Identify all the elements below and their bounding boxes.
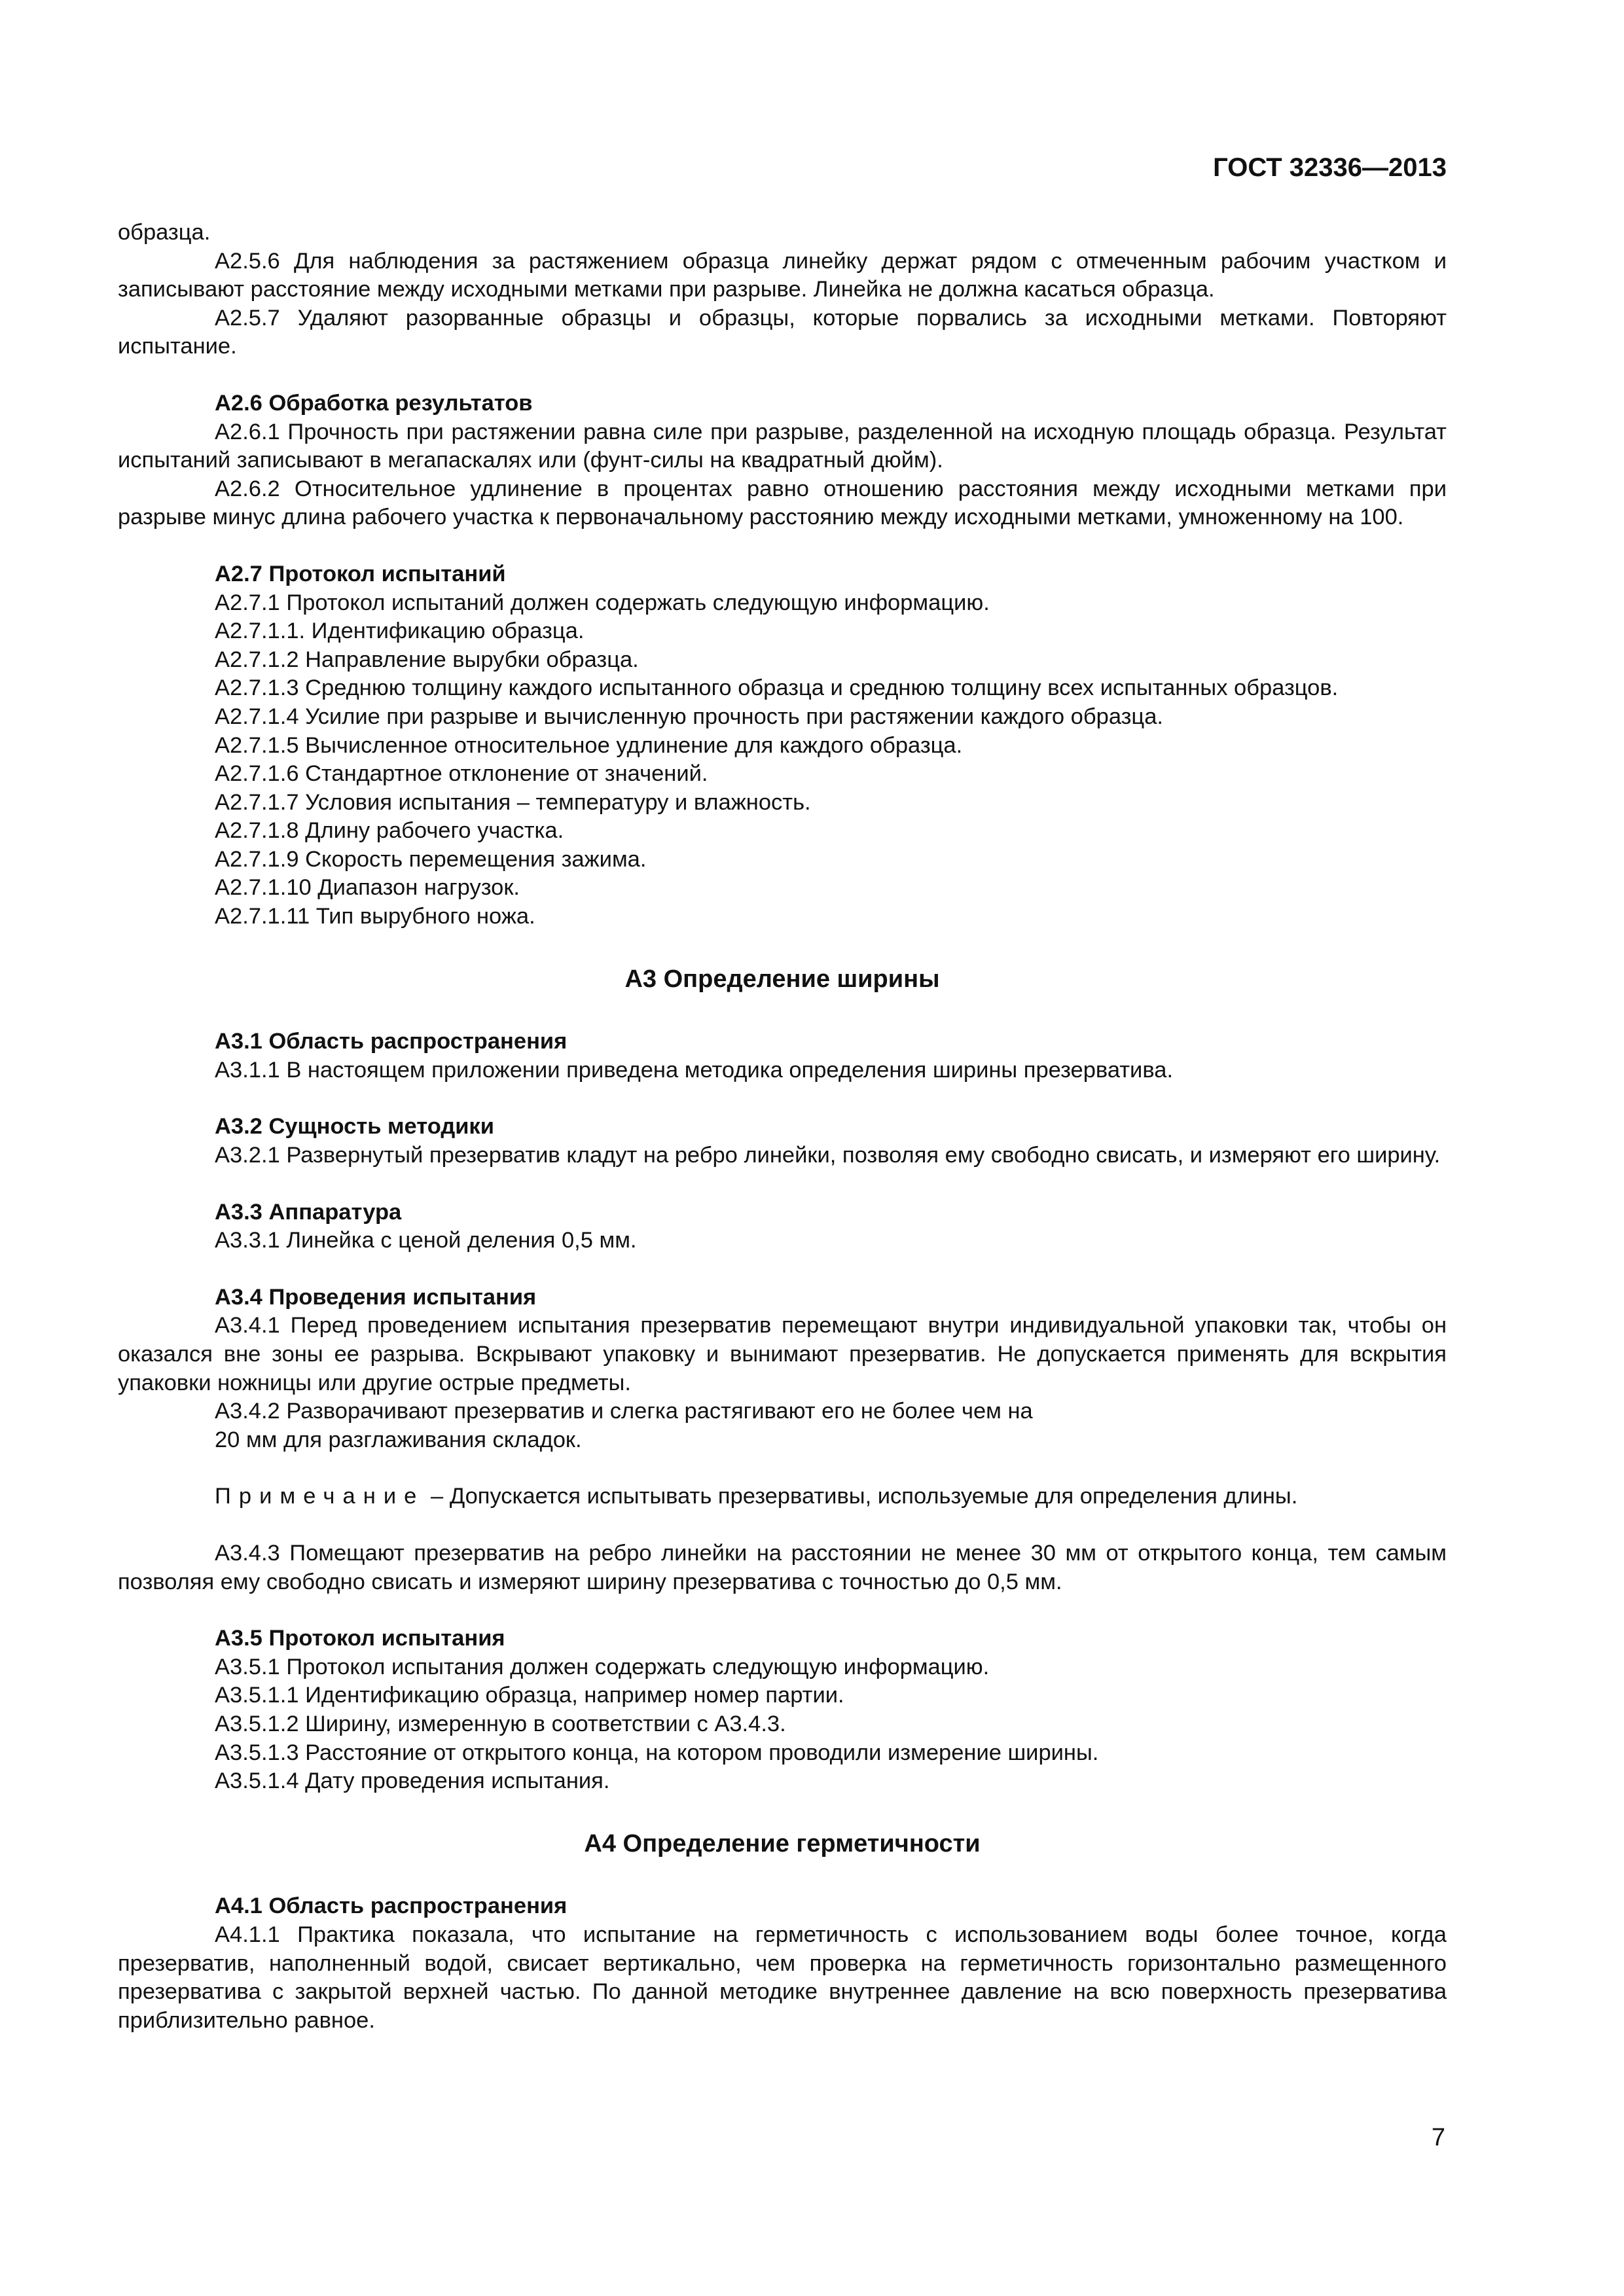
note [118, 1482, 1447, 1511]
paragraph: А2.6.1 Прочность при растяжении равна силе при разрыве, разделенной на исходную площадь образца. Результат испытаний записывают в мегапаскалях или (фунт-силы на квадратный дюйм). [118, 419, 1447, 473]
list-item: А3.5.1.1 Идентификацию образца, например номер партии. [215, 1683, 844, 1708]
section-heading: А4.1 Область распространения [215, 1893, 568, 1919]
section-heading: А3.3 Аппаратура [215, 1199, 402, 1225]
paragraph: А2.7.1 Протокол испытаний должен содержать следующую информацию. [215, 590, 990, 615]
note-label: Примечание [215, 1484, 425, 1509]
list-item: А2.7.1.6 Стандартное отклонение от значений. [215, 761, 708, 787]
paragraph: А2.5.6 Для наблюдения за растяжением образца линейку держат рядом с отмеченным рабочим участком и записывают расстояние между исходными метками при разрыве. Линейка не должна касаться образца. [118, 248, 1447, 302]
section-heading: А2.7 Протокол испытаний [215, 561, 506, 586]
list-item: А2.7.1.11 Тип вырубного ножа. [215, 904, 535, 929]
list-item: А2.7.1.7 Условия испытания – температуру и влажность. [215, 789, 811, 815]
list-item: А3.5.1.3 Расстояние от открытого конца, на котором проводили измерение ширины. [215, 1740, 1099, 1765]
paragraph: А3.4.2 Разворачивают презерватив и слегка растягивают его не более чем на [215, 1399, 1033, 1424]
paragraph: А3.1.1 В настоящем приложении приведена методика определения ширины презерватива. [215, 1057, 1174, 1083]
list-item: А2.7.1.10 Диапазон нагрузок. [215, 875, 520, 901]
chapter-heading: А3 Определение ширины [624, 965, 940, 993]
list-item: А2.7.1.8 Длину рабочего участка. [215, 818, 564, 844]
paragraph: А3.5.1 Протокол испытания должен содержать следующую информацию. [215, 1654, 990, 1679]
paragraph: А4.1.1 Практика показала, что испытание на герметичность с использованием воды более точное, когда презерватив, наполненный водой, свисает вертикально, чем проверка на герметичность горизонтально размещенного презерватива с закрытой верхней частью. По данной методике внутреннее давление на всю поверхность презерватива приблизительно равное. [118, 1922, 1447, 2033]
list-item: А2.7.1.2 Направление вырубки образца. [215, 647, 639, 672]
list-item: А2.7.1.5 Вычисленное относительное удлинение для каждого образца. [215, 732, 963, 758]
paragraph: образца. [118, 220, 211, 245]
paragraph: А3.3.1 Линейка с ценой деления 0,5 мм. [215, 1228, 637, 1253]
document-body [118, 219, 1447, 2035]
section-heading: А3.1 Область распространения [215, 1029, 568, 1054]
list-item: А2.7.1.9 Скорость перемещения зажима. [215, 846, 647, 872]
chapter-heading: А4 Определение герметичности [584, 1829, 981, 1857]
paragraph: А2.6.2 Относительное удлинение в процентах равно отношению расстояния между исходными метками при разрыве минус длина рабочего участка к первоначальному расстоянию между исходными метками, умноженному на 100. [118, 476, 1447, 530]
paragraph: 20 мм для разглаживания складок. [215, 1427, 582, 1452]
list-item: А2.7.1.4 Усилие при разрыве и вычисленную прочность при растяжении каждого образца. [215, 704, 1163, 729]
paragraph: А3.2.1 Развернутый презерватив кладут на ребро линейки, позволяя ему свободно свисать, и измеряют его ширину. [215, 1143, 1441, 1168]
page-number: 7 [1431, 2124, 1445, 2151]
section-heading: А3.4 Проведения испытания [215, 1284, 537, 1310]
section-heading: А3.5 Протокол испытания [215, 1626, 505, 1651]
list-item: А2.7.1.3 Среднюю толщину каждого испытанного образца и среднюю толщину всех испытанных образцов. [215, 675, 1339, 701]
note-text: – Допускается испытывать презервативы, используемые для определения длины. [431, 1484, 1298, 1509]
section-heading: А3.2 Сущность методики [215, 1114, 494, 1139]
paragraph: А2.5.7 Удаляют разорванные образцы и образцы, которые порвались за исходными метками. Повторяют испытание. [118, 305, 1447, 359]
list-item: А3.5.1.2 Ширину, измеренную в соответствии с А3.4.3. [215, 1711, 786, 1736]
paragraph: А3.4.3 Помещают презерватив на ребро линейки на расстоянии не менее 30 мм от открытого конца, тем самым позволяя ему свободно свисать и измеряют ширину презерватива с точностью до 0,5 мм. [118, 1540, 1447, 1594]
document-header: ГОСТ 32336—2013 [1213, 153, 1447, 182]
list-item: А3.5.1.4 Дату проведения испытания. [215, 1768, 610, 1794]
list-item: А2.7.1.1. Идентификацию образца. [215, 619, 585, 644]
section-heading: А2.6 Обработка результатов [215, 390, 533, 416]
paragraph: А3.4.1 Перед проведением испытания презерватив перемещают внутри индивидуальной упаковки так, чтобы он оказался вне зоны ее разрыва. Вскрывают упаковку и вынимают презерватив. Не допускается применять для вскрытия упаковки ножницы или другие острые предметы. [118, 1313, 1447, 1395]
